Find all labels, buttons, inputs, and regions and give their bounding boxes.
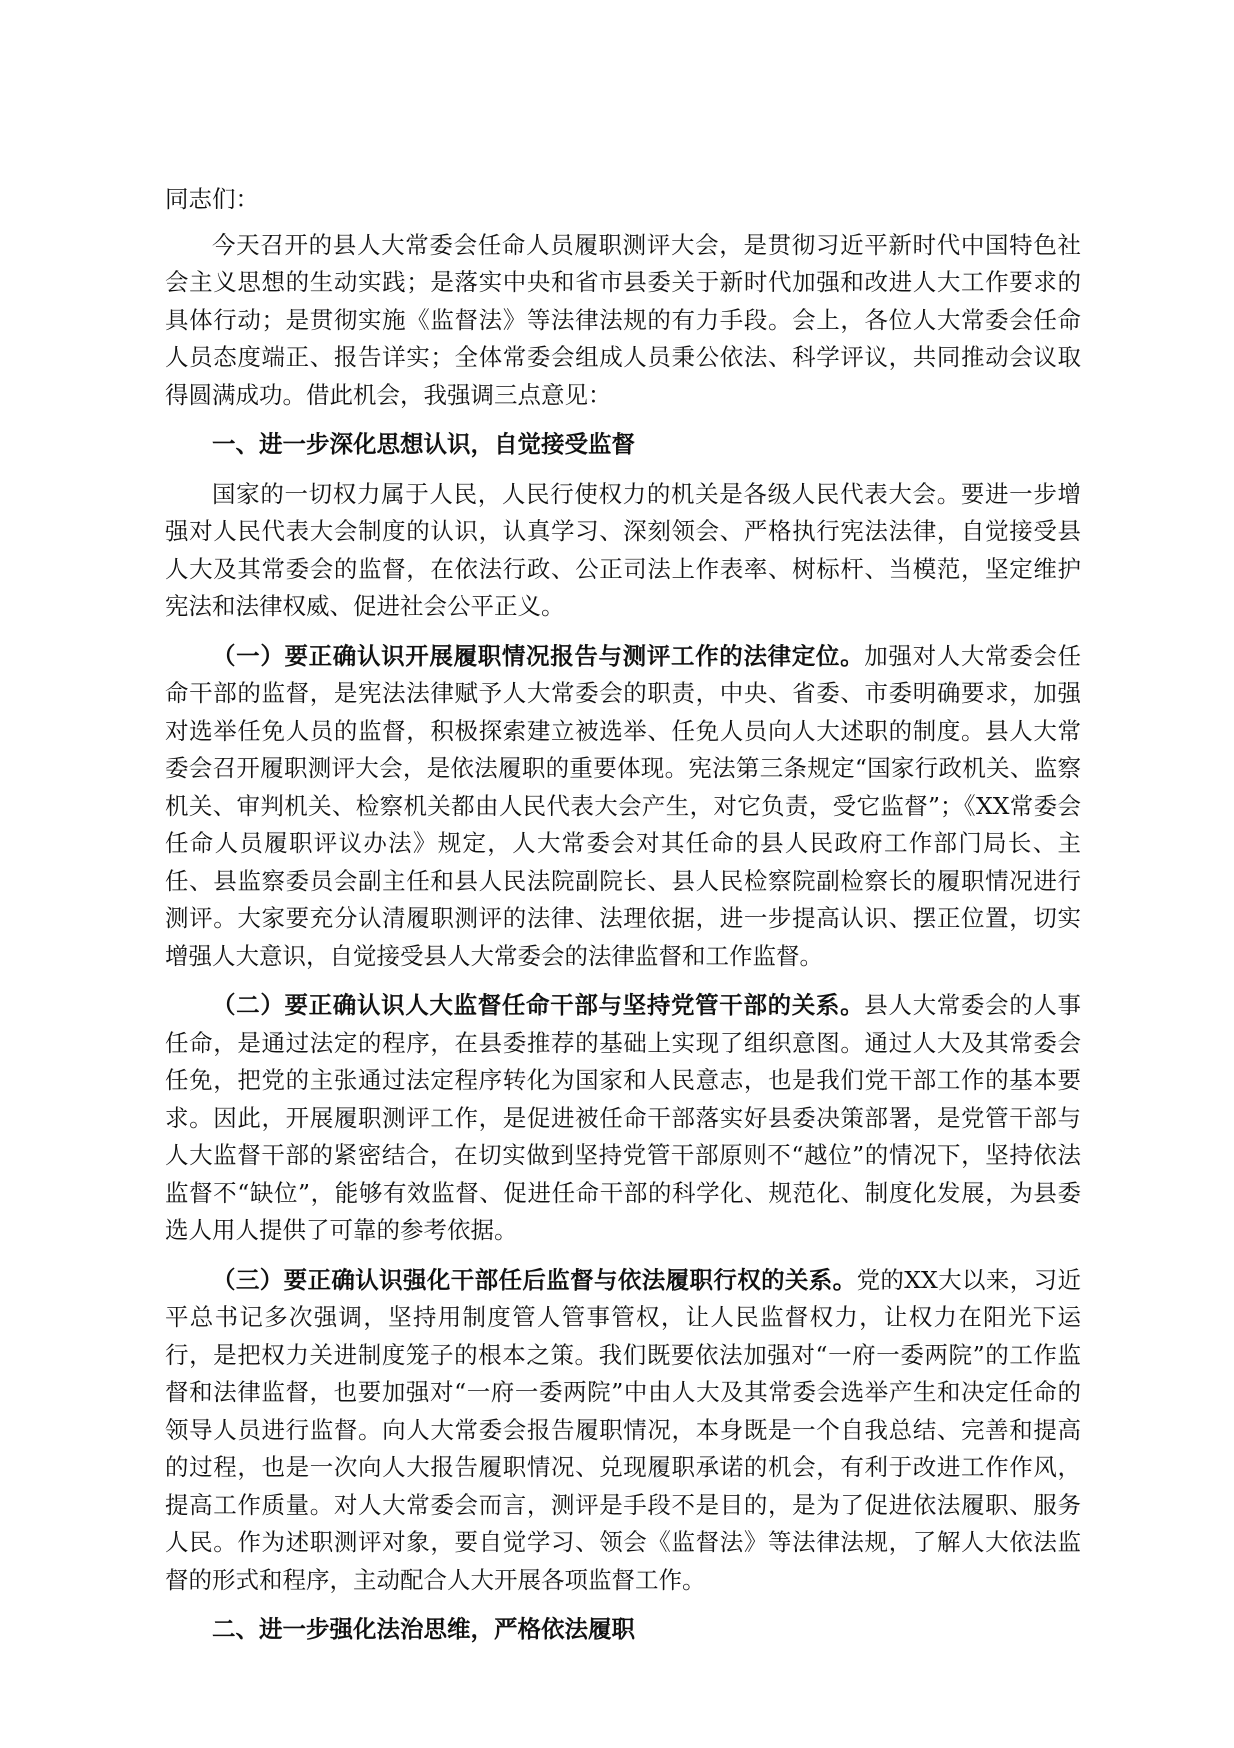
section-1-intro: 国家的一切权力属于人民，人民行使权力的机关是各级人民代表大会。要进一步增强对人民代表大会制度的认识，认真学习、深刻领会、严格执行宪法法律，自觉接受县人大及其常委会的监督，在依法行政、公正司法上作表率、树标杆、当模范，坚定维护宪法和法律权威、促进社会公平正义。: [165, 479, 1081, 620]
point-1-lead: （一）要正确认识开展履职情况报告与测评工作的法律定位。: [212, 641, 865, 670]
intro-paragraph: 今天召开的县人大常委会任命人员履职测评大会，是贯彻习近平新时代中国特色社会主义思想的生动实践；是落实中央和省市县委关于新时代加强和改进人大工作要求的具体行动；是贯彻实施《监督法》等法律法规的有力手段。会上，各位人大常委会任命人员态度端正、报告详实；全体常委会组成人员秉公依法、科学评议，共同推动会议取得圆满成功。借此机会，我强调三点意见：: [165, 230, 1081, 409]
section-1-point-1: [165, 638, 1081, 976]
document-body: [165, 181, 1081, 1661]
point-2-body: 县人大常委会的人事任命，是通过法定的程序，在县委推荐的基础上实现了组织意图。通过人大及其常委会任免，把党的主张通过法定程序转化为国家和人民意志，也是我们党干部工作的基本要求。因此，开展履职测评工作，是促进被任命干部落实好县委决策部署，是党管干部与人大监督干部的紧密结合，在切实做到坚持党管干部原则不“越位”的情况下，坚持依法监督不“缺位”，能够有效监督、促进任命干部的科学化、规范化、制度化发展，为县委选人用人提供了可靠的参考依据。: [165, 991, 1082, 1244]
section-1-heading: 一、进一步深化思想认识，自觉接受监督: [212, 430, 635, 458]
section-1-point-2: [165, 987, 1081, 1250]
point-1-body: 加强对人大常委会任命干部的监督，是宪法法律赋予人大常委会的职责，中央、省委、市委明确要求，加强对选举任免人员的监督，积极探索建立被选举、任免人员向人大述职的制度。县人大常委会召开履职测评大会，是依法履职的重要体现。宪法第三条规定“国家行政机关、监察机关、审判机关、检察机关都由人民代表大会产生，对它负责，受它监督”；《XX常委会任命人员履职评议办法》规定，人大常委会对其任命的县人民政府工作部门局长、主任、县监察委员会副主任和县人民法院副院长、县人民检察院副检察长的履职情况进行测评。大家要充分认清履职测评的法律、法理依据，进一步提高认识、摆正位置，切实增强人大意识，自觉接受县人大常委会的法律监督和工作监督。: [165, 641, 1082, 970]
point-3-lead: （三）要正确认识强化干部任后监督与依法履职行权的关系。: [212, 1265, 857, 1294]
section-1-point-3: [165, 1262, 1081, 1600]
salutation: 同志们：: [165, 185, 259, 213]
section-2-heading: 二、进一步强化法治思维，严格依法履职: [212, 1615, 635, 1643]
point-3-body: 党的XX大以来，习近平总书记多次强调，坚持用制度管人管事管权，让人民监督权力，让权力在阳光下运行，是把权力关进制度笼子的根本之策。我们既要依法加强对“一府一委两院”的工作监督和法律监督，也要加强对“一府一委两院”中由人大及其常委会选举产生和决定任命的领导人员进行监督。向人大常委会报告履职情况，本身既是一个自我总结、完善和提高的过程，也是一次向人大报告履职情况、兑现履职承诺的机会，有利于改进工作作风，提高工作质量。对人大常委会而言，测评是手段不是目的，是为了促进依法履职、服务人民。作为述职测评对象，要自觉学习、领会《监督法》等法律法规，了解人大依法监督的形式和程序，主动配合人大开展各项监督工作。: [165, 1265, 1082, 1594]
point-2-lead: （二）要正确认识人大监督任命干部与坚持党管干部的关系。: [212, 991, 865, 1019]
